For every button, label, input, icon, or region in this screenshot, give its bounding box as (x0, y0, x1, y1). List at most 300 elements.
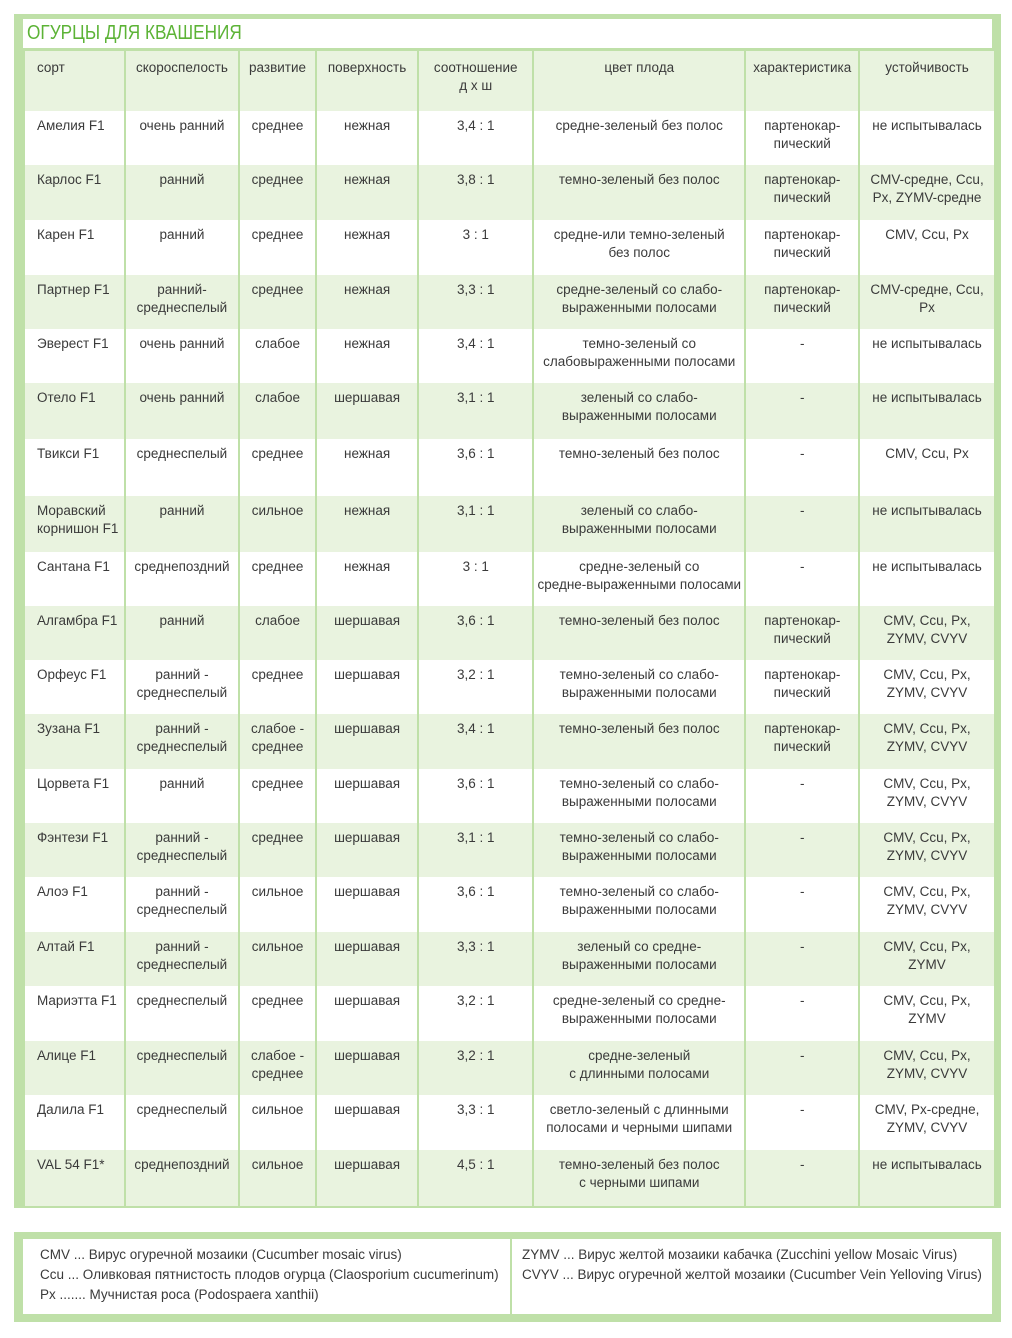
cell-maturity-line: среднепоздний (134, 1157, 230, 1172)
cell-resistance-line: CMV-средне, Ccu, Px (870, 282, 984, 315)
cell-resistance (860, 606, 994, 660)
cell-growth (240, 275, 314, 329)
cell-maturity (126, 383, 239, 439)
table-row (25, 932, 994, 986)
cell-maturity-line: очень ранний (139, 118, 225, 133)
cell-maturity-line: среднеспелый (136, 300, 228, 315)
legend-right (512, 1239, 992, 1314)
cell-sort (25, 220, 124, 275)
legend (14, 1232, 1001, 1322)
cell-color-line: темно-зеленый без полос (558, 446, 720, 461)
cell-maturity-line: среднеспелый (136, 957, 228, 972)
cell-resistance (860, 1095, 994, 1150)
cell-maturity-line: среднеспелый (136, 848, 228, 863)
cell-sort (25, 606, 124, 660)
table-row (25, 660, 994, 714)
cell-ratio: 3,2 : 1 (419, 660, 532, 714)
cell-color-line: выраженными полосами (561, 685, 717, 700)
cell-resistance (860, 769, 994, 823)
cell-surface: нежная (317, 329, 418, 383)
cell-growth-line: среднее (251, 830, 304, 845)
cell-sort (25, 769, 124, 823)
cell-type-line: - (800, 503, 805, 518)
cell-type (746, 220, 858, 275)
cell-resistance-line: CMV, Ccu, Px, (883, 667, 971, 682)
cell-maturity (126, 1095, 239, 1150)
cell-resistance (860, 165, 994, 220)
cell-ratio: 4,5 : 1 (419, 1150, 532, 1206)
cell-resistance-line: Px, ZYMV-средне (872, 190, 982, 205)
cell-resistance-line: ZYMV, CVYV (886, 848, 968, 863)
cell-color-line: темно-зеленый со слабо- (559, 776, 719, 791)
cell-sort-line: Алтай F1 (37, 939, 95, 954)
cell-growth-line: среднее (251, 993, 304, 1008)
cell-sort-line: Моравский (37, 503, 106, 518)
cell-maturity-line: среднеспелый (136, 902, 228, 917)
legend-line-cmv: CMV ... Вирус огуречной мозаики (Cucumber mosaic virus) (40, 1247, 402, 1262)
cell-sort (25, 329, 124, 383)
cell-color (534, 769, 744, 823)
cell-color (534, 329, 744, 383)
table-body (25, 111, 994, 1206)
cell-color-line: светло-зеленый с длинными (549, 1102, 729, 1117)
cell-sort (25, 660, 124, 714)
cell-resistance (860, 275, 994, 329)
cell-maturity-line: ранний - (155, 884, 209, 899)
cell-sort (25, 111, 124, 165)
cell-maturity-line: среднеспелый (136, 739, 228, 754)
cell-type-line: - (800, 1157, 805, 1172)
cell-color (534, 877, 744, 932)
cell-resistance-line: CMV, Ccu, Px, (883, 613, 971, 628)
cell-color-line: средне-зеленый со (579, 559, 700, 574)
cell-color-line: выраженными полосами (561, 1011, 717, 1026)
cell-sort (25, 552, 124, 606)
cell-maturity-line: ранний (159, 503, 205, 518)
cell-sort (25, 714, 124, 769)
cell-color (534, 111, 744, 165)
cell-sort-line: Алице F1 (37, 1048, 97, 1063)
cell-growth-line: слабое (255, 390, 300, 405)
cell-sort (25, 1041, 124, 1095)
cell-maturity (126, 660, 239, 714)
cell-resistance-line: CMV, Ccu, Px, (883, 1048, 971, 1063)
cell-type (746, 111, 858, 165)
cell-growth (240, 1095, 314, 1150)
table-row (25, 986, 994, 1041)
cell-color-line: средне-зеленый со средне- (552, 993, 726, 1008)
cell-sort (25, 439, 124, 496)
cell-sort-line: Карен F1 (37, 227, 95, 242)
cell-sort (25, 1095, 124, 1150)
cell-ratio: 3,6 : 1 (419, 439, 532, 496)
cell-surface: шершавая (317, 606, 418, 660)
cell-color (534, 606, 744, 660)
header-ratio-line2: д х ш (459, 78, 493, 93)
cell-sort-line: Карлос F1 (37, 172, 102, 187)
cell-type-line: партенокар- (764, 721, 841, 736)
cell-type-line: - (800, 1102, 805, 1117)
cell-maturity (126, 606, 239, 660)
table-row (25, 383, 994, 439)
cell-color-line: темно-зеленый без полос (558, 721, 720, 736)
cell-color-line: выраженными полосами (561, 300, 717, 315)
cell-ratio: 3,4 : 1 (419, 111, 532, 165)
cell-surface: шершавая (317, 932, 418, 986)
cell-maturity-line: ранний (159, 776, 205, 791)
cell-color-line: зеленый со слабо- (580, 390, 698, 405)
cell-type-line: - (800, 559, 805, 574)
cell-resistance-line: не испытывалась (872, 118, 982, 133)
cell-sort-line: Отело F1 (37, 390, 96, 405)
cell-ratio: 3,6 : 1 (419, 877, 532, 932)
cell-color-line: средне-или темно-зеленый (553, 227, 725, 242)
cell-type-line: - (800, 884, 805, 899)
cell-sort-line: Фэнтези F1 (37, 830, 109, 845)
cell-type (746, 1150, 858, 1206)
cell-sort-line: Амелия F1 (37, 118, 105, 133)
cell-sort (25, 986, 124, 1041)
cell-type-line: партенокар- (764, 282, 841, 297)
cell-growth-line: слабое (255, 613, 300, 628)
cell-color (534, 660, 744, 714)
cell-type (746, 1095, 858, 1150)
cell-resistance-line: CMV, Ccu, Px, (883, 993, 971, 1008)
cell-sort-line: Орфеус F1 (37, 667, 107, 682)
cell-resistance-line: не испытывалась (872, 503, 982, 518)
cell-sort-line: Алгамбра F1 (37, 613, 118, 628)
cell-type (746, 769, 858, 823)
cell-color-line: зеленый со слабо- (580, 503, 698, 518)
cell-resistance (860, 714, 994, 769)
cell-maturity (126, 165, 239, 220)
cell-maturity (126, 1150, 239, 1206)
cell-ratio: 3 : 1 (419, 220, 532, 275)
cell-surface: шершавая (317, 1041, 418, 1095)
cell-sort (25, 496, 124, 552)
varieties-table (23, 51, 996, 1206)
cell-growth-line: среднее (251, 227, 304, 242)
cell-sort (25, 383, 124, 439)
cell-sort (25, 932, 124, 986)
cell-type (746, 1041, 858, 1095)
cell-sort-line: Сантана F1 (37, 559, 110, 574)
cell-type (746, 496, 858, 552)
cell-resistance-line: не испытывалась (872, 336, 982, 351)
cell-color-line: выраженными полосами (561, 794, 717, 809)
cell-color-line: темно-зеленый со слабо- (559, 667, 719, 682)
page-title: ОГУРЦЫ ДЛЯ КВАШЕНИЯ (27, 22, 242, 44)
cell-resistance (860, 383, 994, 439)
cell-maturity-line: ранний - (155, 667, 209, 682)
cell-type (746, 383, 858, 439)
cell-ratio: 3,6 : 1 (419, 769, 532, 823)
cell-type-line: партенокар- (764, 172, 841, 187)
cell-type-line: партенокар- (764, 613, 841, 628)
cell-sort (25, 275, 124, 329)
cell-type (746, 714, 858, 769)
cell-maturity (126, 986, 239, 1041)
cell-surface: шершавая (317, 714, 418, 769)
cell-surface: шершавая (317, 986, 418, 1041)
cell-surface: нежная (317, 552, 418, 606)
cell-color-line: темно-зеленый со слабо- (559, 830, 719, 845)
table-row (25, 1041, 994, 1095)
cell-color-line: выраженными полосами (561, 408, 717, 423)
cell-sort-line: Эверест F1 (37, 336, 109, 351)
cell-growth-line: среднее (251, 282, 304, 297)
cell-maturity-line: ранний (159, 227, 205, 242)
cell-resistance-line: ZYMV, CVYV (886, 631, 968, 646)
cell-growth-line: слабое - (250, 721, 305, 736)
cell-color (534, 986, 744, 1041)
cell-type (746, 439, 858, 496)
cell-ratio: 3,3 : 1 (419, 1095, 532, 1150)
table-header-row (25, 51, 994, 111)
cell-growth-line: среднее (251, 559, 304, 574)
cell-growth (240, 986, 314, 1041)
cell-growth-line: среднее (251, 776, 304, 791)
cell-type-line: пический (773, 300, 831, 315)
cell-maturity (126, 220, 239, 275)
cell-growth (240, 1041, 314, 1095)
header-growth: развитие (240, 51, 314, 111)
header-ratio (419, 51, 532, 111)
header-sort: сорт (25, 51, 124, 111)
cell-maturity-line: среднеспелый (136, 1102, 228, 1117)
cell-color (534, 552, 744, 606)
cell-resistance-line: CMV, Ccu, Px, (883, 776, 971, 791)
cell-resistance-line: CMV-средне, Ccu, (870, 172, 984, 187)
cell-growth-line: слабое - (250, 1048, 305, 1063)
cell-surface: шершавая (317, 1150, 418, 1206)
cell-color-line: выраженными полосами (561, 521, 717, 536)
table-row (25, 606, 994, 660)
cell-ratio: 3,3 : 1 (419, 932, 532, 986)
cell-growth (240, 769, 314, 823)
cell-resistance-line: ZYMV, CVYV (886, 685, 968, 700)
cell-growth-line: сильное (251, 1157, 304, 1172)
cell-ratio: 3,2 : 1 (419, 1041, 532, 1095)
cell-growth (240, 220, 314, 275)
cell-sort (25, 165, 124, 220)
cell-color-line: с черными шипами (579, 1175, 700, 1190)
cell-resistance (860, 552, 994, 606)
cell-type-line: пический (773, 245, 831, 260)
cell-resistance-line: CMV, Ccu, Px, (883, 884, 971, 899)
cell-maturity-line: ранний- (157, 282, 207, 297)
cell-maturity (126, 111, 239, 165)
cell-resistance-line: не испытывалась (872, 559, 982, 574)
cell-resistance-line: CMV, Ccu, Px, (883, 939, 971, 954)
header-ratio-line1: соотношение (433, 60, 518, 75)
cell-color (534, 383, 744, 439)
cell-maturity (126, 932, 239, 986)
cell-sort-line: Далила F1 (37, 1102, 104, 1117)
cell-sort-line: Зузана F1 (37, 721, 101, 736)
cell-growth-line: среднее (251, 1066, 304, 1081)
cell-sort-line: VAL 54 F1* (37, 1157, 105, 1172)
cell-surface: нежная (317, 165, 418, 220)
cell-color (534, 714, 744, 769)
header-surface: поверхность (317, 51, 418, 111)
cell-color-line: выраженными полосами (561, 957, 717, 972)
header-color: цвет плода (534, 51, 744, 111)
cell-type-line: партенокар- (764, 667, 841, 682)
cell-sort (25, 1150, 124, 1206)
cell-surface: шершавая (317, 660, 418, 714)
table-row (25, 1150, 994, 1206)
cell-resistance-line: CMV, Ccu, Px (885, 227, 969, 242)
cell-growth-line: слабое (255, 336, 300, 351)
cell-resistance-line: ZYMV, CVYV (886, 739, 968, 754)
cell-growth-line: среднее (251, 172, 304, 187)
cell-ratio: 3,3 : 1 (419, 275, 532, 329)
header-resistance: устойчивость (860, 51, 994, 111)
cell-resistance-line: ZYMV, CVYV (886, 1120, 968, 1135)
cell-resistance-line: CMV, Ccu, Px (885, 446, 969, 461)
cell-resistance (860, 496, 994, 552)
cell-color (534, 220, 744, 275)
table-row (25, 714, 994, 769)
table-row (25, 275, 994, 329)
cell-resistance (860, 1041, 994, 1095)
cell-resistance-line: ZYMV, CVYV (886, 902, 968, 917)
cell-surface: нежная (317, 496, 418, 552)
cell-type-line: пический (773, 190, 831, 205)
cell-maturity-line: среднеспелый (136, 1048, 228, 1063)
cell-color (534, 165, 744, 220)
cell-type (746, 932, 858, 986)
cell-growth (240, 329, 314, 383)
cell-sort-line: корнишон F1 (37, 521, 119, 536)
cell-growth (240, 660, 314, 714)
cell-maturity-line: ранний (159, 613, 205, 628)
cell-type-line: пический (773, 739, 831, 754)
cell-growth (240, 932, 314, 986)
cell-growth-line: сильное (251, 884, 304, 899)
table-row (25, 111, 994, 165)
cell-growth (240, 165, 314, 220)
legend-line-ccu: Ccu ... Оливковая пятнистость плодов огурца (Claosporium cucumerinum) (40, 1267, 499, 1282)
cell-color-line: средне-зеленый со слабо- (556, 282, 723, 297)
cell-color (534, 1095, 744, 1150)
cell-color-line: средне-зеленый без полос (555, 118, 723, 133)
cell-color-line: темно-зеленый без полос (558, 172, 720, 187)
cell-surface: шершавая (317, 383, 418, 439)
cell-resistance (860, 220, 994, 275)
cell-maturity-line: среднеспелый (136, 993, 228, 1008)
cell-maturity (126, 552, 239, 606)
cell-surface: шершавая (317, 1095, 418, 1150)
cell-sort (25, 823, 124, 877)
cell-color-line: темно-зеленый со (582, 336, 697, 351)
table-row (25, 439, 994, 496)
cell-color-line: без полос (608, 245, 671, 260)
cell-maturity (126, 769, 239, 823)
cell-type (746, 986, 858, 1041)
cell-type-line: - (800, 776, 805, 791)
cell-ratio: 3,2 : 1 (419, 986, 532, 1041)
cell-type (746, 823, 858, 877)
cell-growth (240, 111, 314, 165)
cell-type (746, 165, 858, 220)
cell-resistance-line: ZYMV, CVYV (886, 1066, 968, 1081)
cell-type-line: пический (773, 685, 831, 700)
cell-resistance-line: CMV, Px-средне, (874, 1102, 980, 1117)
cell-resistance (860, 877, 994, 932)
cell-growth (240, 823, 314, 877)
cell-growth (240, 606, 314, 660)
cell-resistance (860, 329, 994, 383)
table-row (25, 496, 994, 552)
cell-type (746, 552, 858, 606)
cell-type (746, 606, 858, 660)
cell-color-line: выраженными полосами (561, 902, 717, 917)
table-row (25, 769, 994, 823)
cell-surface: шершавая (317, 769, 418, 823)
cell-maturity-line: очень ранний (139, 390, 225, 405)
cell-surface: нежная (317, 275, 418, 329)
cell-sort-line: Цорвета F1 (37, 776, 110, 791)
cell-color (534, 823, 744, 877)
cell-resistance (860, 439, 994, 496)
cell-maturity (126, 275, 239, 329)
cell-color-line: темно-зеленый без полос (558, 613, 720, 628)
cell-type-line: - (800, 1048, 805, 1063)
cell-type-line: пический (773, 136, 831, 151)
table-row (25, 823, 994, 877)
cell-color (534, 1150, 744, 1206)
cell-maturity (126, 1041, 239, 1095)
cell-maturity-line: ранний (159, 172, 205, 187)
cell-color-line: темно-зеленый без полос (558, 1157, 720, 1172)
cell-resistance-line: ZYMV (908, 957, 946, 972)
cell-color-line: выраженными полосами (561, 848, 717, 863)
cell-maturity (126, 823, 239, 877)
cell-color (534, 439, 744, 496)
cell-sort-line: Партнер F1 (37, 282, 110, 297)
cell-type (746, 660, 858, 714)
cell-ratio: 3,8 : 1 (419, 165, 532, 220)
cell-type (746, 329, 858, 383)
cell-growth-line: сильное (251, 939, 304, 954)
cell-sort-line: Алоэ F1 (37, 884, 88, 899)
cell-surface: нежная (317, 220, 418, 275)
cell-type-line: - (800, 446, 805, 461)
cell-growth-line: сильное (251, 503, 304, 518)
cell-type (746, 877, 858, 932)
cell-maturity-line: среднеспелый (136, 446, 228, 461)
cell-growth (240, 1150, 314, 1206)
cell-type-line: партенокар- (764, 227, 841, 242)
table-row (25, 552, 994, 606)
cell-surface: шершавая (317, 823, 418, 877)
legend-line-zymv: ZYMV ... Вирус желтой мозаики кабачка (Zucchini yellow Mosaic Virus) (522, 1247, 958, 1262)
cell-resistance (860, 986, 994, 1041)
cell-maturity-line: среднепоздний (134, 559, 230, 574)
header-type: характеристика (746, 51, 858, 111)
title-bar (23, 19, 992, 48)
cell-maturity (126, 877, 239, 932)
cell-type-line: - (800, 830, 805, 845)
cell-ratio: 3,1 : 1 (419, 383, 532, 439)
cell-color (534, 496, 744, 552)
cell-type (746, 275, 858, 329)
cell-ratio: 3 : 1 (419, 552, 532, 606)
header-maturity: скороспелость (126, 51, 239, 111)
cell-color (534, 1041, 744, 1095)
